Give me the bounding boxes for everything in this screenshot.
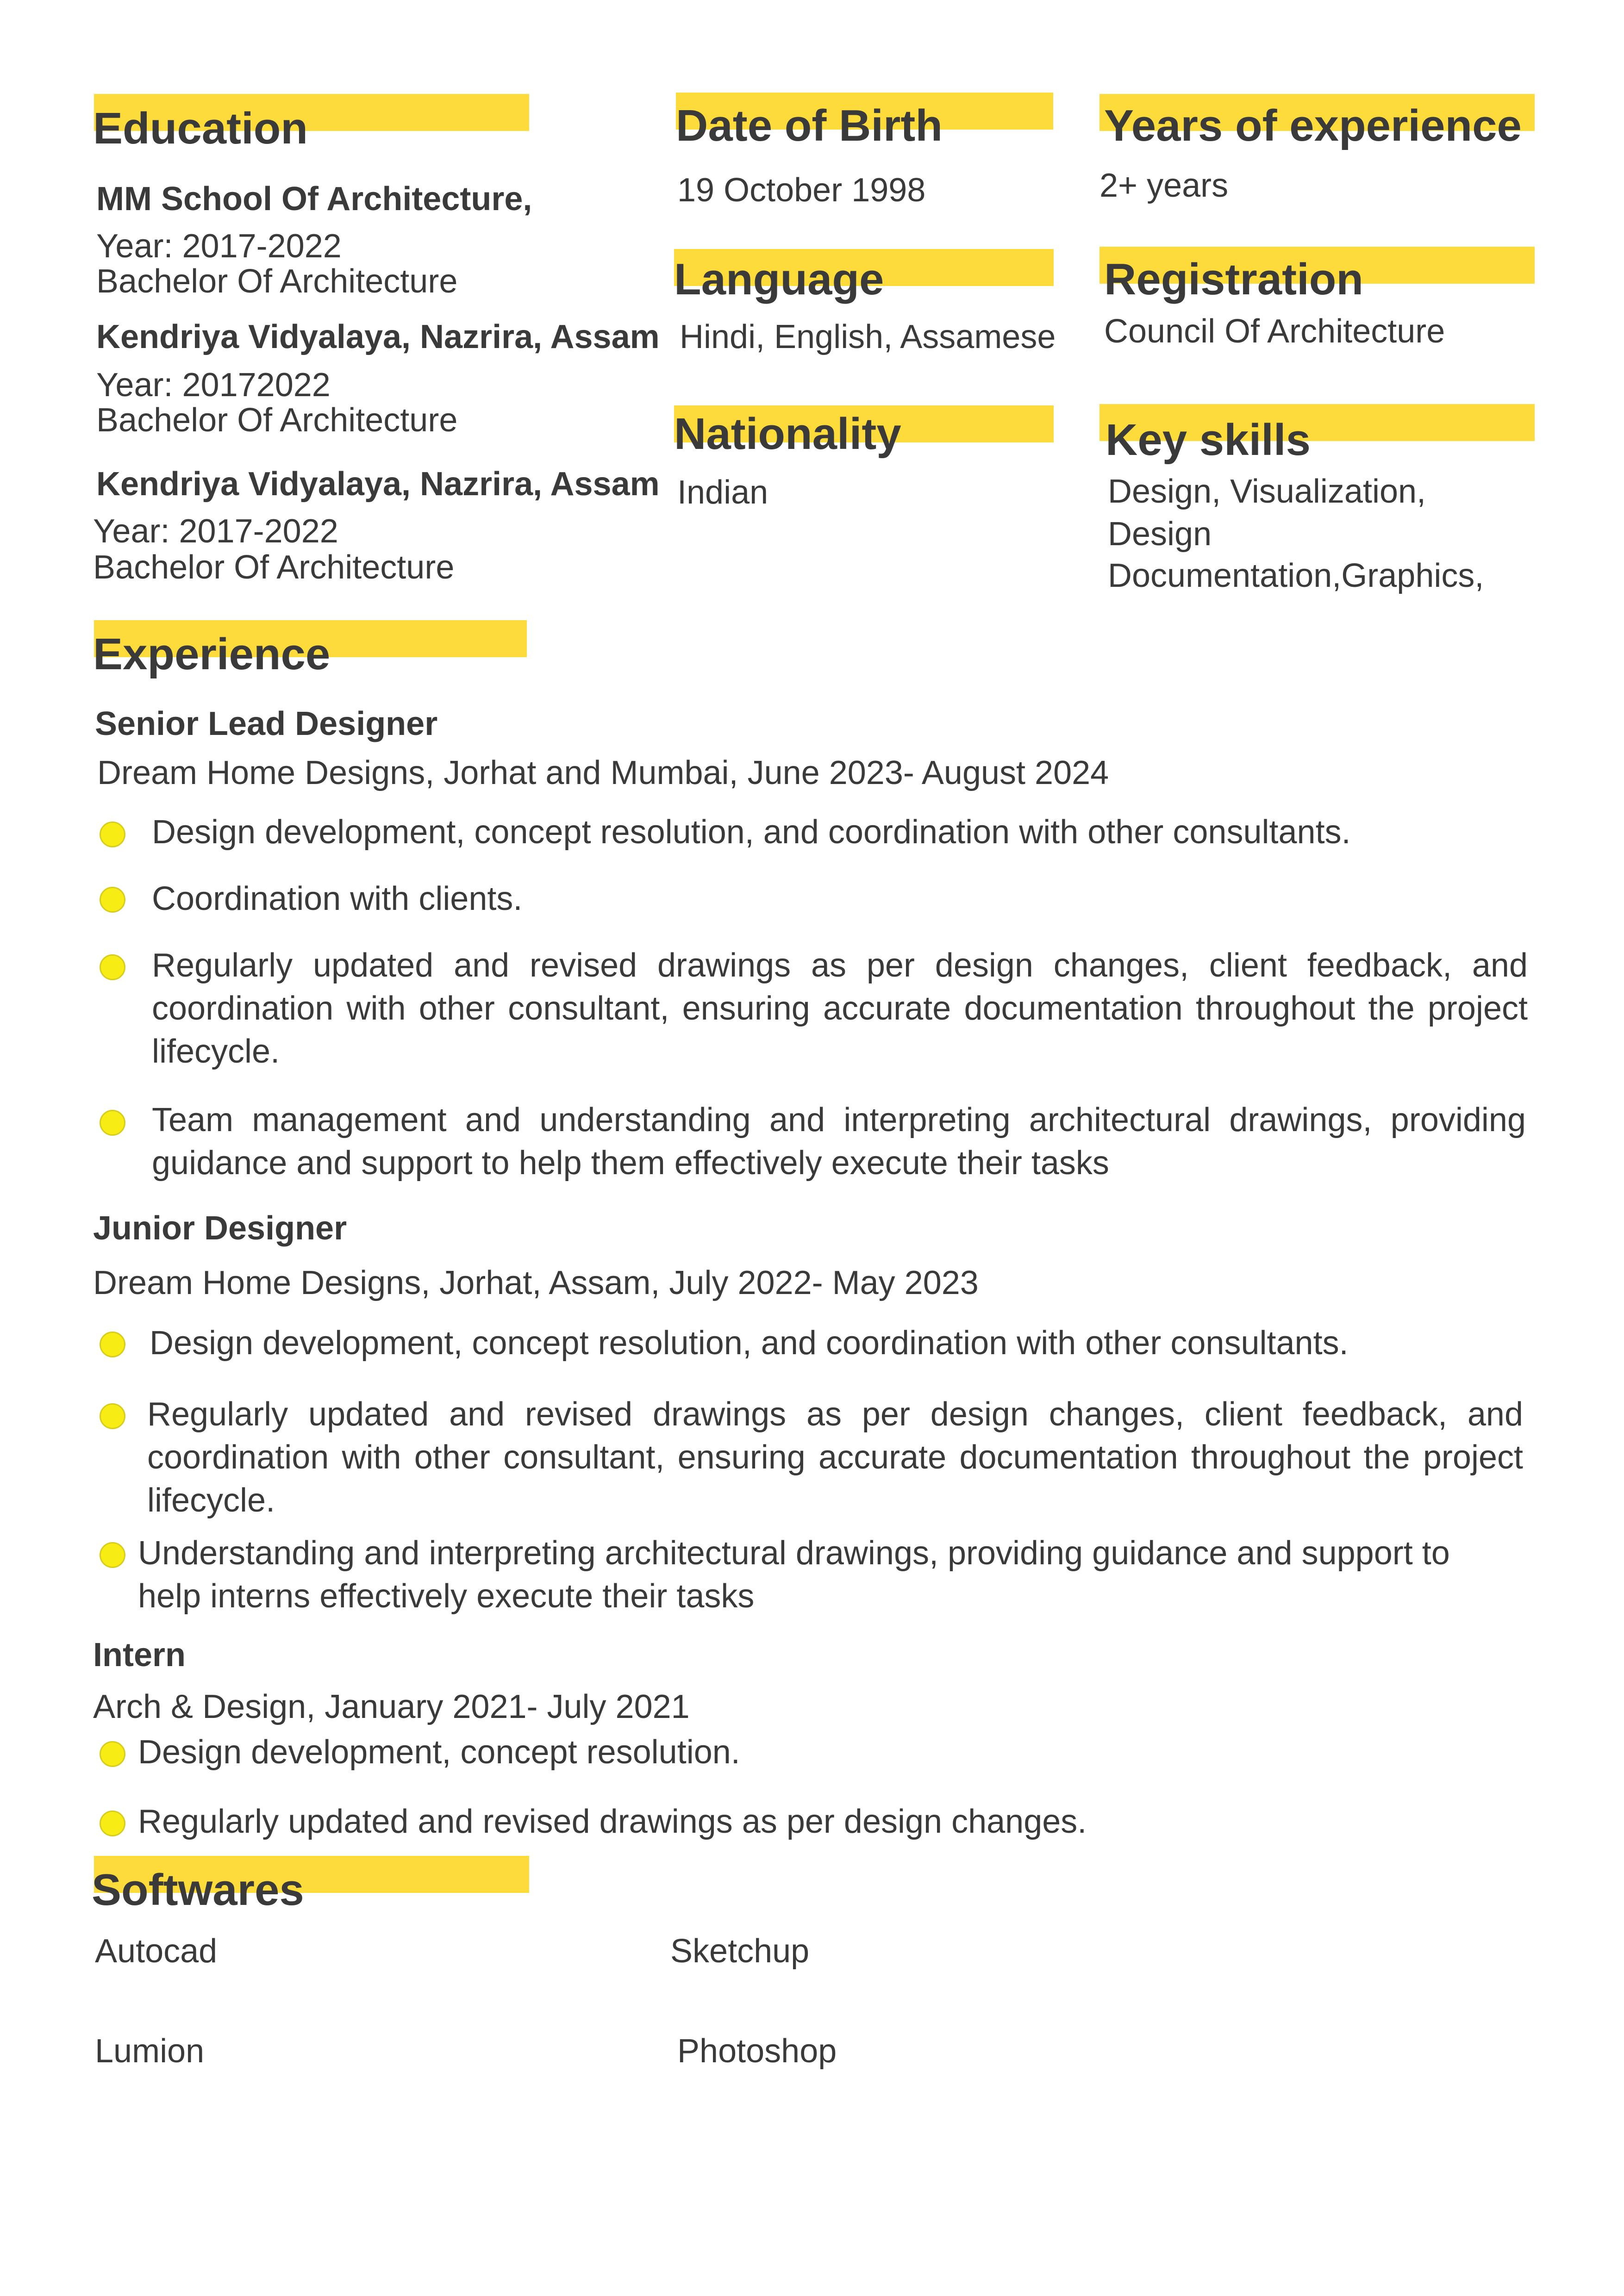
key-skills-line-1: Design, Visualization, — [1108, 473, 1426, 510]
job-3-bullet-2: Regularly updated and revised drawings as per design changes. — [138, 1803, 1087, 1840]
nationality-heading: Nationality — [674, 409, 901, 459]
software-item-lumion: Lumion — [95, 2033, 205, 2070]
education-degree-3: Bachelor Of Architecture — [93, 549, 455, 586]
key-skills-line-2: Design — [1108, 516, 1212, 553]
key-skills-line-3: Documentation,Graphics, — [1108, 557, 1484, 594]
job-2-bullet-2: Regularly updated and revised drawings as per design changes, client feedback, and coordination with other consultant, ensuring accurate documentation throughout the project lifecycle. — [147, 1396, 1523, 1519]
education-degree-2: Bachelor Of Architecture — [96, 402, 458, 439]
job-2-bullet-3: Understanding and interpreting architectural drawings, providing guidance and support to help interns effectively execute their tasks — [138, 1535, 1450, 1615]
years-experience-heading: Years of experience — [1104, 101, 1522, 150]
bullet-icon — [100, 821, 125, 847]
bullet-icon — [100, 1811, 125, 1836]
education-degree-1: Bachelor Of Architecture — [96, 263, 458, 300]
bullet-icon — [100, 887, 125, 913]
language-value: Hindi, English, Assamese — [680, 318, 1056, 355]
job-1-bullet-4: Team management and understanding and interpreting architectural drawings, providing guidance and support to help them effectively execute their tasks — [152, 1101, 1526, 1182]
nationality-value: Indian — [677, 474, 768, 511]
language-heading: Language — [674, 255, 884, 304]
bullet-icon — [100, 1110, 125, 1136]
job-company-1: Dream Home Designs, Jorhat and Mumbai, June 2023- August 2024 — [97, 754, 1109, 791]
education-school-2: Kendriya Vidyalaya, Nazrira, Assam — [96, 318, 660, 355]
software-item-sketchup: Sketchup — [670, 1933, 810, 1970]
bullet-icon — [100, 1403, 125, 1429]
job-1-bullet-3: Regularly updated and revised drawings as per design changes, client feedback, and coordination with other consultant, ensuring accurate documentation throughout the project lifecycle. — [152, 947, 1528, 1070]
dob-heading: Date of Birth — [676, 101, 943, 150]
software-item-photoshop: Photoshop — [677, 2033, 837, 2070]
job-company-2: Dream Home Designs, Jorhat, Assam, July 2022- May 2023 — [93, 1264, 979, 1301]
job-title-3: Intern — [93, 1636, 186, 1674]
registration-heading: Registration — [1104, 255, 1364, 304]
key-skills-heading: Key skills — [1106, 415, 1311, 465]
education-year-3: Year: 2017-2022 — [93, 513, 338, 550]
bullet-icon — [100, 1741, 125, 1767]
software-item-autocad: Autocad — [95, 1933, 218, 1970]
job-title-2: Junior Designer — [93, 1210, 347, 1247]
job-1-bullet-1: Design development, concept resolution, and coordination with other consultants. — [152, 814, 1351, 851]
job-2-bullet-1: Design development, concept resolution, and coordination with other consultants. — [150, 1325, 1349, 1362]
job-company-3: Arch & Design, January 2021- July 2021 — [93, 1688, 690, 1725]
education-school-1: MM School Of Architecture, — [96, 180, 532, 218]
bullet-icon — [100, 1332, 125, 1357]
bullet-icon — [100, 1542, 125, 1568]
education-year-1: Year: 2017-2022 — [96, 228, 342, 265]
job-3-bullet-1: Design development, concept resolution. — [138, 1734, 740, 1771]
education-heading: Education — [93, 104, 308, 153]
education-school-3: Kendriya Vidyalaya, Nazrira, Assam — [96, 466, 660, 503]
softwares-heading: Softwares — [92, 1865, 304, 1915]
bullet-icon — [100, 954, 125, 980]
dob-value: 19 October 1998 — [677, 172, 926, 209]
job-title-1: Senior Lead Designer — [95, 705, 438, 742]
education-year-2: Year: 20172022 — [96, 367, 331, 404]
years-experience-value: 2+ years — [1099, 167, 1229, 204]
experience-heading: Experience — [93, 629, 331, 679]
registration-value: Council Of Architecture — [1104, 313, 1445, 350]
job-1-bullet-2: Coordination with clients. — [152, 880, 523, 917]
